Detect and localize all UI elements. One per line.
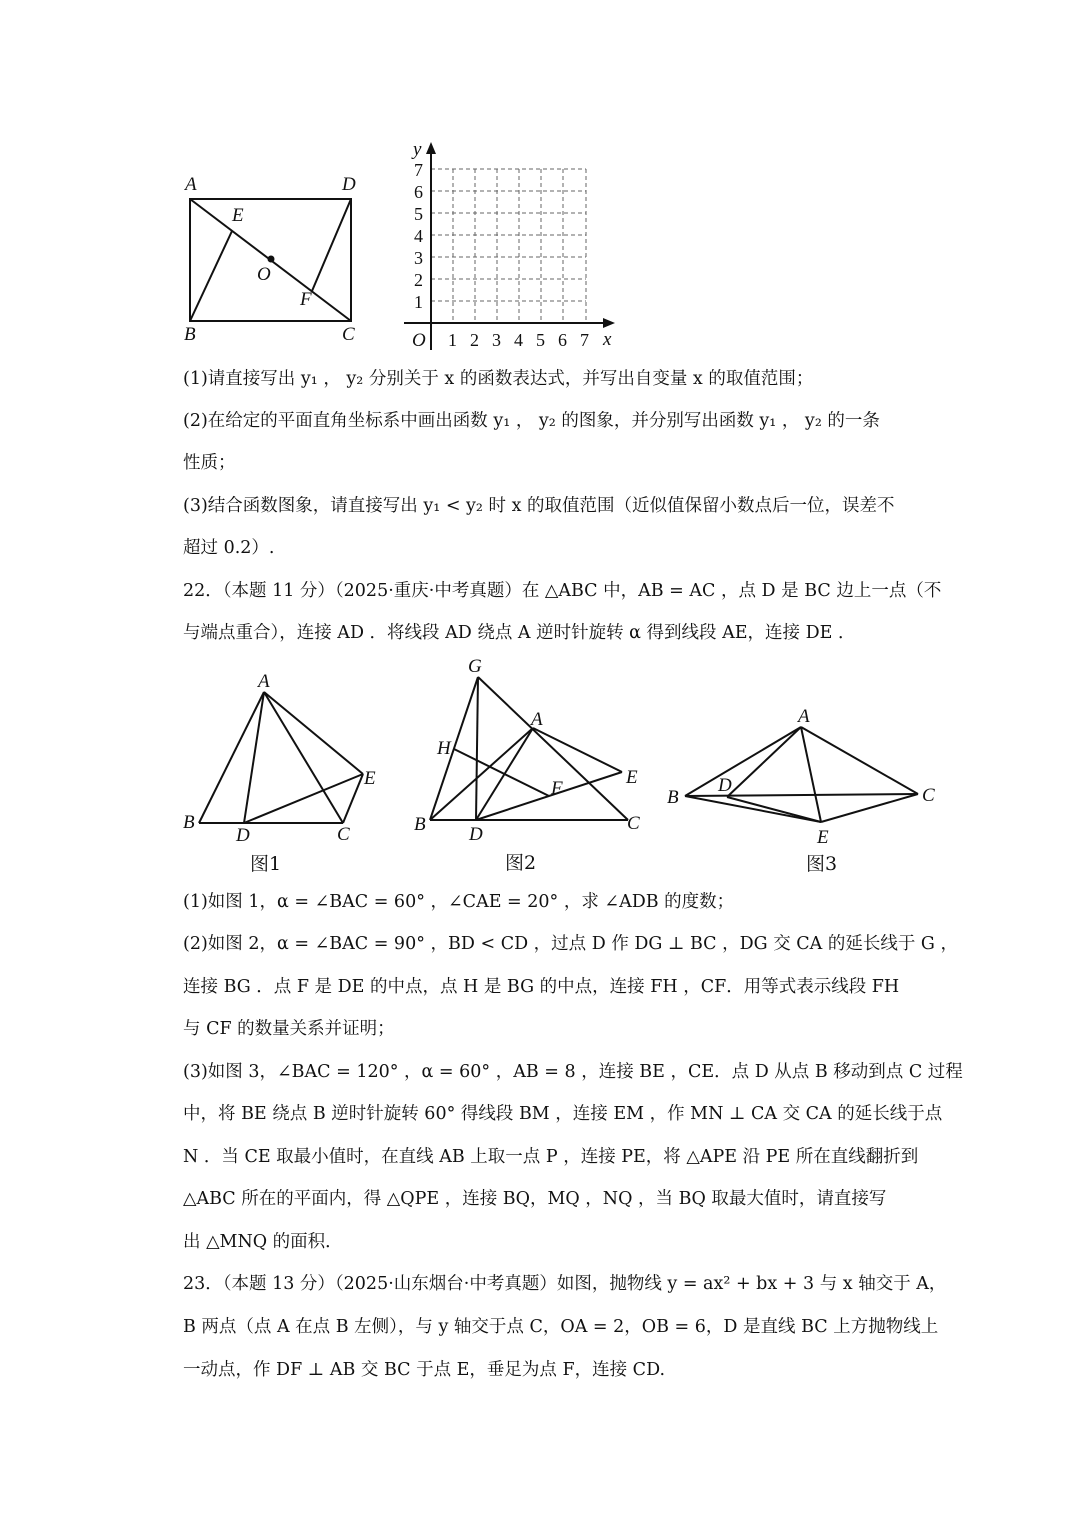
q23-line3: 一动点，作 DF ⊥ AB 交 BC 于点 E，垂足为点 F，连接 CD. — [183, 1360, 666, 1380]
fig2-label-E: E — [626, 767, 638, 788]
label-B: B — [184, 324, 196, 345]
q22-part3-line3: N ．当 CE 取最小值时，在直线 AB 上取一点 P ，连接 PE，将 △APE 沿 PE 所在直线翻折到 — [183, 1147, 919, 1167]
x-tick: 5 — [536, 330, 545, 350]
label-D: D — [342, 174, 356, 195]
fig1-label-E: E — [364, 768, 376, 789]
y-tick: 7 — [414, 160, 423, 180]
q21-part1: (1)请直接写出 y₁ ， y₂ 分别关于 x 的函数表达式，并写出自变量 x 的取值范围； — [183, 369, 814, 389]
fig2-label-D: D — [469, 824, 483, 845]
q22-part1: (1)如图 1，α = ∠BAC = 60° ，∠CAE = 20° ，求 ∠ADB 的度数； — [183, 892, 735, 912]
fig2-label-F: F — [551, 778, 563, 799]
y-tick: 3 — [414, 248, 423, 268]
q23-line1: 23．（本题 13 分）（2025·山东烟台·中考真题）如图，抛物线 y = ax² + bx + 3 与 x 轴交于 A， — [183, 1274, 947, 1294]
q21-part2-line2: 性质； — [183, 453, 236, 473]
x-tick: 6 — [558, 330, 567, 350]
label-A: A — [185, 174, 197, 195]
y-tick: 1 — [414, 292, 423, 312]
label-O: O — [257, 264, 271, 285]
x-tick: 2 — [470, 330, 479, 350]
q21-part3-line2: 超过 0.2）. — [183, 538, 275, 558]
fig2-label-G: G — [468, 656, 482, 677]
figure-1 — [175, 668, 390, 878]
figure-3 — [660, 700, 950, 880]
x-tick: 1 — [448, 330, 457, 350]
fig1-label-D: D — [236, 825, 250, 846]
label-F: F — [300, 289, 312, 310]
fig1-caption: 图1 — [250, 853, 282, 875]
q22-part2-line2: 连接 BG ．点 F 是 DE 的中点，点 H 是 BG 的中点，连接 FH ，CF．用等式表示线段 FH — [183, 977, 900, 997]
q22-intro-line2: 与端点重合），连接 AD ．将线段 AD 绕点 A 逆时针旋转 α 得到线段 AE，连接 DE ． — [183, 623, 856, 643]
fig2-label-C: C — [627, 813, 640, 834]
x-tick: 4 — [514, 330, 523, 350]
fig3-label-C: C — [922, 785, 935, 806]
q22-intro-line1: 22．（本题 11 分）（2025·重庆·中考真题）在 △ABC 中，AB = AC ，点 D 是 BC 边上一点（不 — [183, 581, 942, 601]
origin-label: O — [412, 330, 426, 351]
fig3-label-E: E — [817, 827, 829, 848]
q22-part2-line3: 与 CF 的数量关系并证明； — [183, 1019, 395, 1039]
fig2-label-A: A — [531, 709, 543, 730]
figure-2 — [405, 655, 655, 880]
fig2-caption: 图2 — [505, 852, 537, 874]
fig2-label-H: H — [437, 738, 451, 759]
x-axis-label: x — [603, 329, 612, 350]
fig2-label-B: B — [414, 814, 426, 835]
rectangle-figure — [180, 170, 380, 350]
y-axis-label: y — [413, 139, 422, 160]
fig1-label-C: C — [337, 824, 350, 845]
fig3-caption: 图3 — [806, 853, 838, 875]
coordinate-grid-figure — [400, 135, 625, 355]
fig3-label-D: D — [718, 775, 732, 796]
label-C: C — [342, 324, 355, 345]
q22-part3-line5: 出 △MNQ 的面积． — [183, 1232, 343, 1252]
x-tick: 3 — [492, 330, 501, 350]
q22-part3-line4: △ABC 所在的平面内，得 △QPE ，连接 BQ，MQ ，NQ ，当 BQ 取最大值时，请直接写 — [183, 1189, 887, 1209]
y-tick: 5 — [414, 204, 423, 224]
y-tick: 6 — [414, 182, 423, 202]
fig3-label-B: B — [667, 787, 679, 808]
y-tick: 4 — [414, 226, 423, 246]
fig1-label-A: A — [258, 671, 270, 692]
q23-line2: B 两点（点 A 在点 B 左侧），与 y 轴交于点 C，OA = 2，OB = 6，D 是直线 BC 上方抛物线上 — [183, 1317, 939, 1337]
fig1-label-B: B — [183, 812, 195, 833]
q21-part3-line1: (3)结合函数图象，请直接写出 y₁ < y₂ 时 x 的取值范围（近似值保留小数点后一位，误差不 — [183, 496, 895, 516]
x-tick: 7 — [580, 330, 589, 350]
q22-part3-line1: (3)如图 3，∠BAC = 120° ，α = 60° ，AB = 8 ，连接 BE ，CE．点 D 从点 B 移动到点 C 过程 — [183, 1062, 963, 1082]
label-E: E — [232, 205, 244, 226]
q22-part3-line2: 中，将 BE 绕点 B 逆时针旋转 60° 得线段 BM ，连接 EM ，作 MN ⊥ CA 交 CA 的延长线于点 — [183, 1104, 943, 1124]
q22-part2-line1: (2)如图 2，α = ∠BAC = 90° ，BD < CD ，过点 D 作 DG ⊥ BC ，DG 交 CA 的延长线于 G ， — [183, 934, 958, 954]
q21-part2-line1: (2)在给定的平面直角坐标系中画出函数 y₁ ， y₂ 的图象，并分别写出函数 y₁ ， y₂ 的一条 — [183, 411, 880, 431]
y-tick: 2 — [414, 270, 423, 290]
fig3-label-A: A — [798, 706, 810, 727]
